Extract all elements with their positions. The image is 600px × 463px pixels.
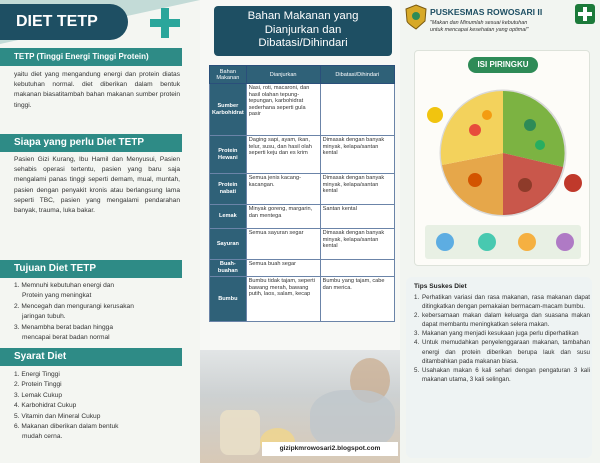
tips-list	[414, 293, 590, 384]
list-text: Perhatikan variasi dan rasa makanan, rasa makanan dapat ditingkatkan dengan pemakaian bermacam-macam bumbu.	[422, 294, 590, 311]
puskesmas-logo-icon	[405, 4, 427, 30]
column-header: Dibatasi/Dihindari	[320, 66, 394, 84]
plate-illustration	[415, 75, 590, 265]
list-number: 1.	[414, 294, 420, 301]
title-line: Dibatasi/Dihindari	[258, 37, 348, 49]
section-text-tetp: yaitu diet yang mengandung energi dan protein diatas kebutuhan normal. diet diberikan dalam bentuk makanan biasatitambah bahan makanan sumber protein tinggi.	[14, 71, 180, 109]
list-item: 5. Vitamin dan Mineral Cukup	[14, 412, 101, 420]
page-title: DIET TETP	[0, 4, 128, 40]
table-row	[210, 229, 395, 260]
list-item	[414, 293, 590, 311]
puskesmas-name: PUSKESMAS ROWOSARI II	[430, 7, 543, 17]
list-item: 2. Protein Tinggi	[14, 381, 62, 389]
column-header: Dianjurkan	[246, 66, 320, 84]
table-cell: Protein Hewani	[210, 136, 247, 174]
table-cell: Dimasak dengan banyak minyak, kelapa/santan kental	[320, 229, 394, 260]
table-cell: Bumbu	[210, 277, 247, 322]
section-heading-tujuan: Tujuan Diet TETP	[0, 260, 182, 278]
middle-panel	[200, 0, 400, 463]
food-table-title	[214, 6, 392, 56]
table-cell: Buah-buahan	[210, 260, 247, 277]
table-cell: Bumbu tidak tajam, seperti bawang merah, bawang putih, laos, salam, kecap	[246, 277, 320, 322]
table-row	[210, 174, 395, 205]
table-cell: Sumber Karbohidrat	[210, 84, 247, 136]
list-text: kebersamaan makan dalam keluarga dan suasana makan dapat membantu meningkatkan selera makan.	[422, 312, 590, 329]
list-item: 3. Lemak Cukup	[14, 391, 63, 399]
list-item: 3. Menambha berat badan hingga	[14, 323, 113, 331]
table-cell: Nasi, roti, macaroni, dan hasil olahan tepung-tepungan, karbohidrat sederhana seperti gula pasir	[246, 84, 320, 136]
isi-piringku-title: ISI PIRINGKU	[468, 57, 538, 73]
title-line: Dianjurkan dan	[264, 23, 342, 36]
table-row	[210, 84, 395, 136]
puskesmas-motto	[430, 20, 580, 33]
motto-line: untuk mencapai kesehatan yang optimal"	[430, 26, 529, 33]
list-item: 4. Karbohidrat Cukup	[14, 402, 77, 410]
left-panel	[0, 0, 200, 463]
table-cell: Bumbu yang tajam, cabe dan merica.	[320, 277, 394, 322]
table-cell	[320, 84, 394, 136]
list-item	[414, 338, 590, 365]
motto-line: "Makan dan Minumlah sesuai kebutuhan	[430, 20, 528, 26]
list-number: 5.	[414, 366, 420, 374]
table-cell: Semua buah segar	[246, 260, 320, 277]
table-row	[210, 136, 395, 174]
list-item: 1. Memnuhi kebutuhan energi dan	[14, 282, 115, 289]
list-item: 6. Makanan diberikan dalam bentuk	[14, 423, 119, 431]
table-cell: Protein nabati	[210, 174, 247, 205]
table-cell	[320, 260, 394, 277]
tips-title: Tips Suskes Diet	[414, 283, 467, 290]
list-item: Protein yang meningkat	[22, 292, 92, 300]
right-panel	[400, 0, 600, 463]
tujuan-list	[14, 281, 180, 343]
table-cell: Santan kental	[320, 205, 394, 229]
list-number: 4.	[414, 339, 420, 347]
food-table	[209, 65, 395, 322]
section-text-siapa: Pasien Gizi Kurang, Ibu Hamil dan Menyusui, Pasien sehabis operasi tertentu, pasien yang baru saja mengalami panas tinggi seperti demam, mual, muntah, pasien dengan penyakit kronis atau berlangsung lama seperti TBC, pasien yang mengalami pendarahan banyak, trauma, luka bakar.	[14, 156, 180, 215]
table-row	[210, 277, 395, 322]
section-heading-syarat: Syarat Diet	[0, 348, 182, 366]
list-text: Untuk memudahkan penyelenggaraan makanan, tambahan energi dan protein diberikan berupa lauk dan susu ditambahkan pada makanan biasa.	[422, 339, 590, 365]
table-cell: Dimasak dengan banyak minyak, kelapa/santan kental	[320, 136, 394, 174]
medical-plus-icon	[150, 8, 180, 38]
table-row	[210, 260, 395, 277]
list-item	[414, 366, 590, 384]
section-heading-siapa: Siapa yang perlu Diet TETP	[0, 134, 182, 152]
list-text: Usahakan makan 6 kali sehari dengan pengaturan 3 kali makanan utama, 3 kali selingan.	[422, 366, 590, 383]
section-heading-tetp: TETP (Tinggi Energi Tinggi Protein)	[0, 48, 182, 66]
table-cell: Daging sapi, ayam, ikan, telur, susu, dan hasil olah seperti keju dan es krim	[246, 136, 320, 174]
list-item: 2. Mencegah dan mengurangi kerusakan	[14, 302, 134, 310]
list-item: mencapai berat badan normal	[22, 334, 110, 342]
list-item: mudah cerna.	[22, 433, 63, 441]
table-cell: Dimasak dengan banyak minyak, kelapa/santan kental	[320, 174, 394, 205]
table-cell: Semua jenis kacang-kacangan.	[246, 174, 320, 205]
blog-url: gizipkmrowosari2.blogspot.com	[262, 442, 398, 456]
column-header: Bahan Makanan	[210, 66, 247, 84]
isi-piringku-card	[414, 50, 590, 266]
list-item: 1. Energi Tinggi	[14, 371, 60, 378]
title-line: Bahan Makanan yang	[247, 10, 359, 22]
syarat-list	[14, 370, 180, 443]
table-cell: Minyak goreng, margarin, dan mentega	[246, 205, 320, 229]
table-cell: Sayuran	[210, 229, 247, 260]
table-cell: Lemak	[210, 205, 247, 229]
table-cell: Semua sayuran segar	[246, 229, 320, 260]
table-row	[210, 205, 395, 229]
list-item: jaringan tubuh.	[22, 313, 66, 321]
health-cross-icon	[575, 4, 595, 24]
list-number: 2.	[414, 312, 420, 320]
list-text: Makanan yang menjadi kesukaan juga perlu diperhatikan	[422, 330, 579, 338]
list-item	[414, 311, 590, 329]
table-header-row	[210, 66, 395, 84]
list-item	[414, 329, 590, 338]
list-number: 3.	[414, 330, 420, 338]
